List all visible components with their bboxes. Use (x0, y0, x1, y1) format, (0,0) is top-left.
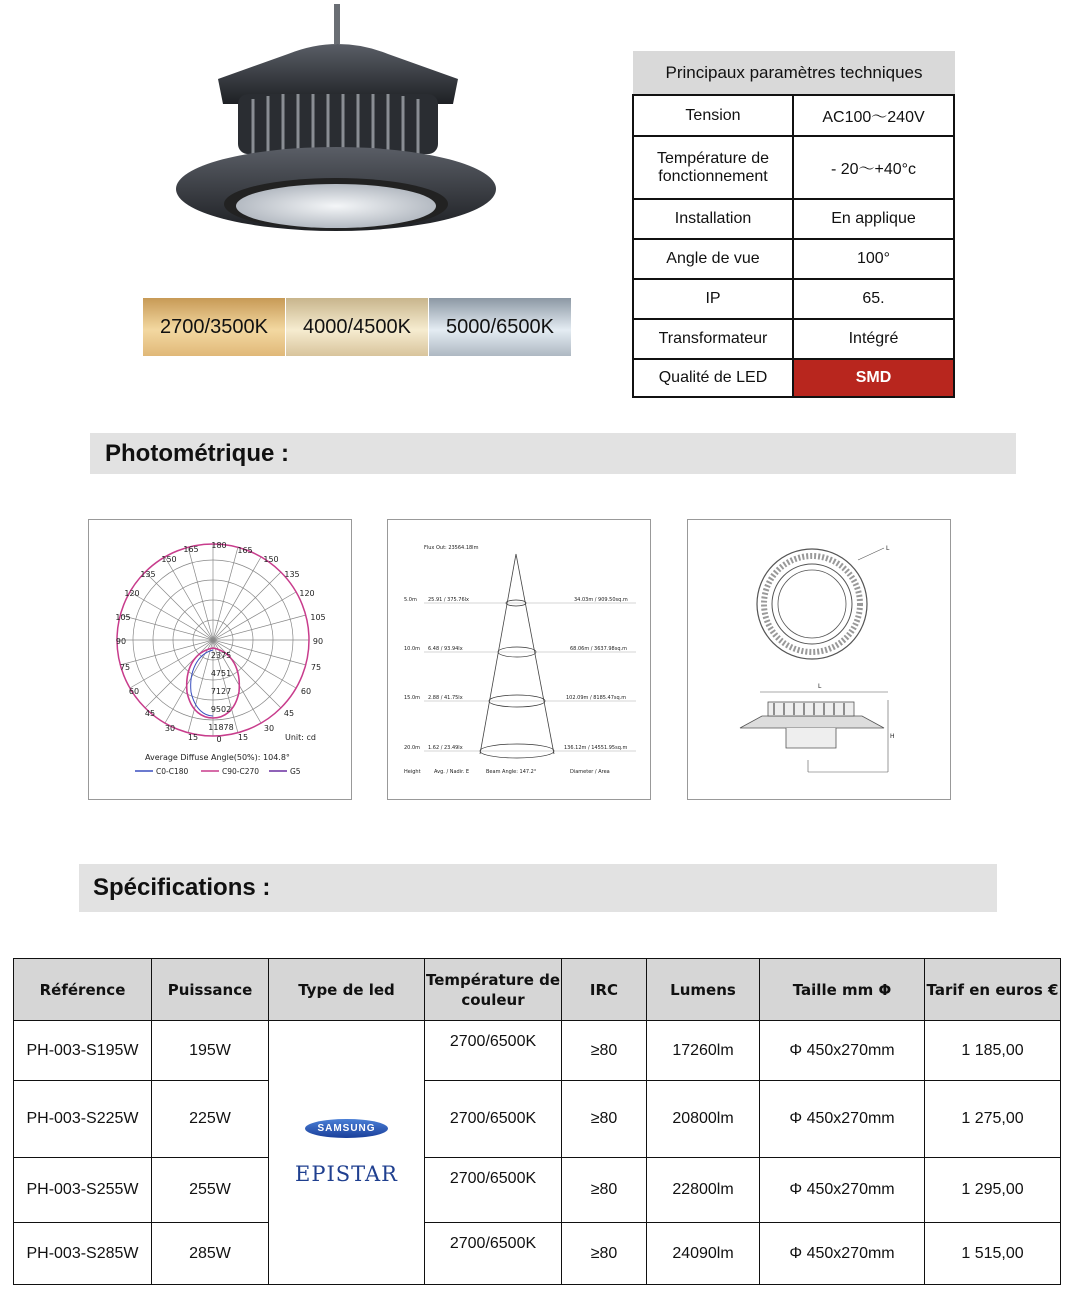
col-header: Taille mm Φ (760, 959, 925, 1021)
cone-lux: 25.91 / 375.76lx (428, 597, 470, 603)
power-cell: 195W (152, 1021, 269, 1081)
polar-angle: 105 (115, 613, 131, 622)
tech-params-table (632, 94, 955, 398)
polar-value: 11878 (208, 723, 234, 732)
polar-unit: Unit: cd (285, 733, 316, 742)
cone-height: 5.0m (404, 597, 417, 603)
col-header: IRC (562, 959, 647, 1021)
highbay-light-image (168, 4, 508, 254)
param-value: Intégré (793, 319, 954, 359)
lumens-cell: 24090lm (647, 1223, 760, 1285)
photometric-heading: Photométrique : (90, 433, 1016, 474)
irc-cell: ≥80 (562, 1081, 647, 1158)
polar-value: 2375 (210, 651, 232, 660)
ref-cell: PH-003-S255W (14, 1158, 152, 1223)
table-row (14, 1158, 1061, 1223)
cone-footer: Beam Angle: 147.2° (486, 769, 537, 775)
cone-height: 15.0m (404, 695, 421, 701)
beam-cone-diagram (387, 519, 651, 800)
polar-angle: 0 (216, 735, 222, 744)
param-label: Angle de vue (633, 239, 793, 279)
size-cell: Φ 450x270mm (760, 1081, 925, 1158)
polar-angle: 150 (263, 555, 279, 564)
irc-cell: ≥80 (562, 1021, 647, 1081)
param-label: IP (633, 279, 793, 319)
table-row (14, 1081, 1061, 1158)
temp-cell: 2700/6500K (425, 1021, 562, 1081)
price-cell: 1 275,00 (925, 1081, 1061, 1158)
col-header: Puissance (152, 959, 269, 1021)
polar-legend-c90: C90-C270 (222, 767, 260, 776)
samsung-logo: SAMSUNG (305, 1119, 387, 1138)
param-label: Qualité de LED (633, 359, 793, 397)
cone-footer: Avg. / Nadir. E (434, 769, 470, 775)
tech-params-title: Principaux paramètres techniques (633, 51, 955, 94)
polar-angle: 60 (300, 687, 312, 696)
cone-lux: 1.62 / 23.49lx (428, 745, 463, 751)
polar-angle: 45 (144, 709, 156, 718)
dim-h-label: H (890, 733, 895, 740)
dim-l-label: L (818, 683, 822, 690)
param-label: Installation (633, 199, 793, 239)
polar-angle: 30 (164, 724, 176, 733)
swatch-cool: 5000/6500K (429, 298, 571, 356)
polar-value: 4751 (210, 669, 232, 678)
dim-l-label-top: L (886, 545, 890, 552)
cone-lux: 2.88 / 41.75lx (428, 695, 463, 701)
ref-cell: PH-003-S195W (14, 1021, 152, 1081)
size-cell: Φ 450x270mm (760, 1158, 925, 1223)
polar-angle: 75 (310, 663, 322, 672)
size-cell: Φ 450x270mm (760, 1021, 925, 1081)
param-value: AC100～240V (793, 95, 954, 136)
polar-angle: 135 (140, 570, 156, 579)
col-header: Lumens (647, 959, 760, 1021)
size-cell: Φ 450x270mm (760, 1223, 925, 1285)
dimension-drawing (687, 519, 951, 800)
temp-cell: 2700/6500K (425, 1223, 562, 1285)
polar-angle: 30 (263, 724, 275, 733)
polar-angle: 15 (237, 733, 249, 742)
polar-angle: 15 (187, 733, 199, 742)
cone-diameter: 68.06m / 3637.98sq.m (570, 646, 627, 652)
param-value-led: SMD (793, 359, 954, 397)
polar-angle: 135 (284, 570, 300, 579)
cone-height: 10.0m (404, 646, 421, 652)
temp-cell: 2700/6500K (425, 1158, 562, 1223)
specifications-heading: Spécifications : (79, 864, 997, 912)
power-cell: 225W (152, 1081, 269, 1158)
polar-angle: 105 (310, 613, 326, 622)
col-header: Température de couleur (425, 959, 562, 1021)
col-header: Type de led (269, 959, 425, 1021)
swatch-warm: 2700/3500K (143, 298, 285, 356)
col-header: Référence (14, 959, 152, 1021)
price-cell: 1 295,00 (925, 1158, 1061, 1223)
polar-average: Average Diffuse Angle(50%): 104.8° (145, 753, 290, 762)
cone-footer: Height (404, 769, 421, 775)
param-value: En applique (793, 199, 954, 239)
polar-value: 7127 (210, 687, 232, 696)
price-cell: 1 515,00 (925, 1223, 1061, 1285)
cone-flux: Flux Out: 23564.18lm (424, 545, 479, 551)
cone-height: 20.0m (404, 745, 421, 751)
ref-cell: PH-003-S225W (14, 1081, 152, 1158)
power-cell: 285W (152, 1223, 269, 1285)
polar-diagram (88, 519, 352, 800)
param-label: Transformateur (633, 319, 793, 359)
polar-angle: 75 (119, 663, 131, 672)
epistar-logo: EPISTAR (295, 1162, 398, 1186)
polar-angle: 120 (124, 589, 140, 598)
temp-cell: 2700/6500K (425, 1081, 562, 1158)
cone-diameter: 136.12m / 14551.95sq.m (564, 745, 628, 751)
polar-legend-c0: C0-C180 (156, 767, 189, 776)
cone-lux: 6.48 / 93.94lx (428, 646, 463, 652)
irc-cell: ≥80 (562, 1223, 647, 1285)
polar-angle: 120 (299, 589, 315, 598)
lumens-cell: 20800lm (647, 1081, 760, 1158)
polar-angle: 180 (211, 541, 227, 550)
lumens-cell: 22800lm (647, 1158, 760, 1223)
table-row (14, 1021, 1061, 1081)
lumens-cell: 17260lm (647, 1021, 760, 1081)
polar-legend-g5: G5 (290, 767, 301, 776)
ref-cell: PH-003-S285W (14, 1223, 152, 1285)
cone-footer: Diameter / Area (570, 769, 610, 775)
led-brands-cell (269, 1021, 425, 1285)
param-label: Tension (633, 95, 793, 136)
polar-angle: 90 (312, 637, 324, 646)
param-label: Température de fonctionnement (633, 136, 793, 199)
irc-cell: ≥80 (562, 1158, 647, 1223)
specifications-table (13, 958, 1061, 1285)
param-value: 65. (793, 279, 954, 319)
swatch-neutral: 4000/4500K (286, 298, 428, 356)
polar-angle: 165 (237, 546, 253, 555)
table-row (14, 1223, 1061, 1285)
power-cell: 255W (152, 1158, 269, 1223)
polar-value: 9502 (210, 705, 232, 714)
cone-diameter: 102.09m / 8185.47sq.m (566, 695, 627, 701)
param-value: 100° (793, 239, 954, 279)
polar-angle: 45 (283, 709, 295, 718)
table-header-row (14, 959, 1061, 1021)
polar-angle: 150 (161, 555, 177, 564)
cone-diameter: 34.03m / 909.50sq.m (574, 597, 628, 603)
polar-angle: 165 (183, 545, 199, 554)
polar-angle: 90 (115, 637, 127, 646)
price-cell: 1 185,00 (925, 1021, 1061, 1081)
param-value: - 20～+40°c (793, 136, 954, 199)
polar-angle: 60 (128, 687, 140, 696)
col-header: Tarif en euros € (925, 959, 1061, 1021)
